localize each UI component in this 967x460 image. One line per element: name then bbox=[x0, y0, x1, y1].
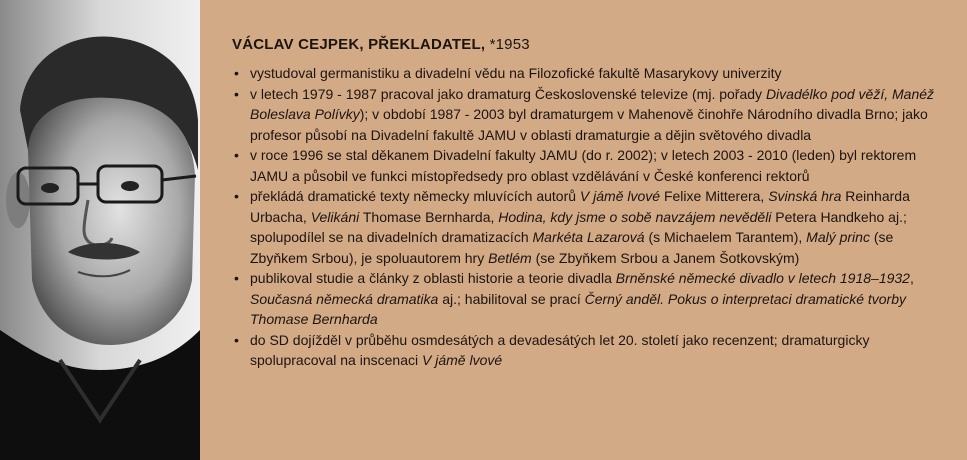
bio-title bbox=[232, 36, 944, 53]
list-item: • překládá dramatické texty německy mluvících autorů V jámě lvové Felixe Mitterera, Svinská hra Reinharda Urbacha, Velikáni Thomase Bernharda, Hodina, kdy jsme o sobě navzájem nevěděli Petera Handkeho aj.; spolupodílel se na divadelních dramatizacích Markéta Lazarová (s Michaelem Tarantem), Malý princ (se Zbyňkem Srbou), je spoluautorem hry Betlém (se Zbyňkem Srbou a Janem Šotkovským) bbox=[234, 188, 910, 266]
portrait-photo bbox=[0, 0, 200, 460]
list-item: • do SD dojížděl v průběhu osmdesátých a devadesátých let 20. století jako recenzent; dramaturgicky spolupracoval na inscenaci V jámě lvové bbox=[234, 331, 870, 368]
bullet-icon: • bbox=[234, 188, 239, 204]
list-item: • v roce 1996 se stal děkanem Divadelní fakulty JAMU (do r. 2002); v letech 2003 - 2010 (leden) byl rektorem JAMU a působil ve funkci místopředsedy pro oblast vzdělávání v České konferenci rektorů bbox=[234, 147, 917, 184]
bullet-icon: • bbox=[234, 65, 239, 81]
list-item: • vystudoval germanistiku a divadelní vědu na Filozofické fakultě Masarykovy univerzity bbox=[232, 63, 944, 84]
bullet-icon: • bbox=[234, 331, 239, 348]
birth-year: *1953 bbox=[489, 36, 530, 53]
bullet-icon: • bbox=[234, 270, 239, 286]
biography bbox=[232, 36, 944, 371]
list-item: • publikoval studie a články z oblasti historie a teorie divadla Brněnské německé divadlo v letech 1918–1932, Současná německá dramatika aj.; habilitoval se prací Černý anděl. Pokus o interpretaci dramatické tvorby Thomase Bernharda bbox=[234, 270, 914, 327]
list-item: • v letech 1979 - 1987 pracoval jako dramaturg Československé televize (mj. pořady Divadélko pod věží, Manéž Boleslava Polívky); v období 1987 - 2003 byl dramaturgem v Mahenově činohře Národního divadla Brno; jako profesor působí na Divadelní fakultě JAMU v oblasti dramaturgie a dějin světového divadla bbox=[234, 85, 935, 143]
bullet-icon: • bbox=[234, 85, 239, 102]
portrait-icon bbox=[0, 0, 200, 460]
bullet-icon: • bbox=[234, 147, 239, 163]
bio-list bbox=[232, 63, 944, 371]
name-line: VÁCLAV CEJPEK, PŘEKLADATEL, bbox=[232, 36, 490, 53]
